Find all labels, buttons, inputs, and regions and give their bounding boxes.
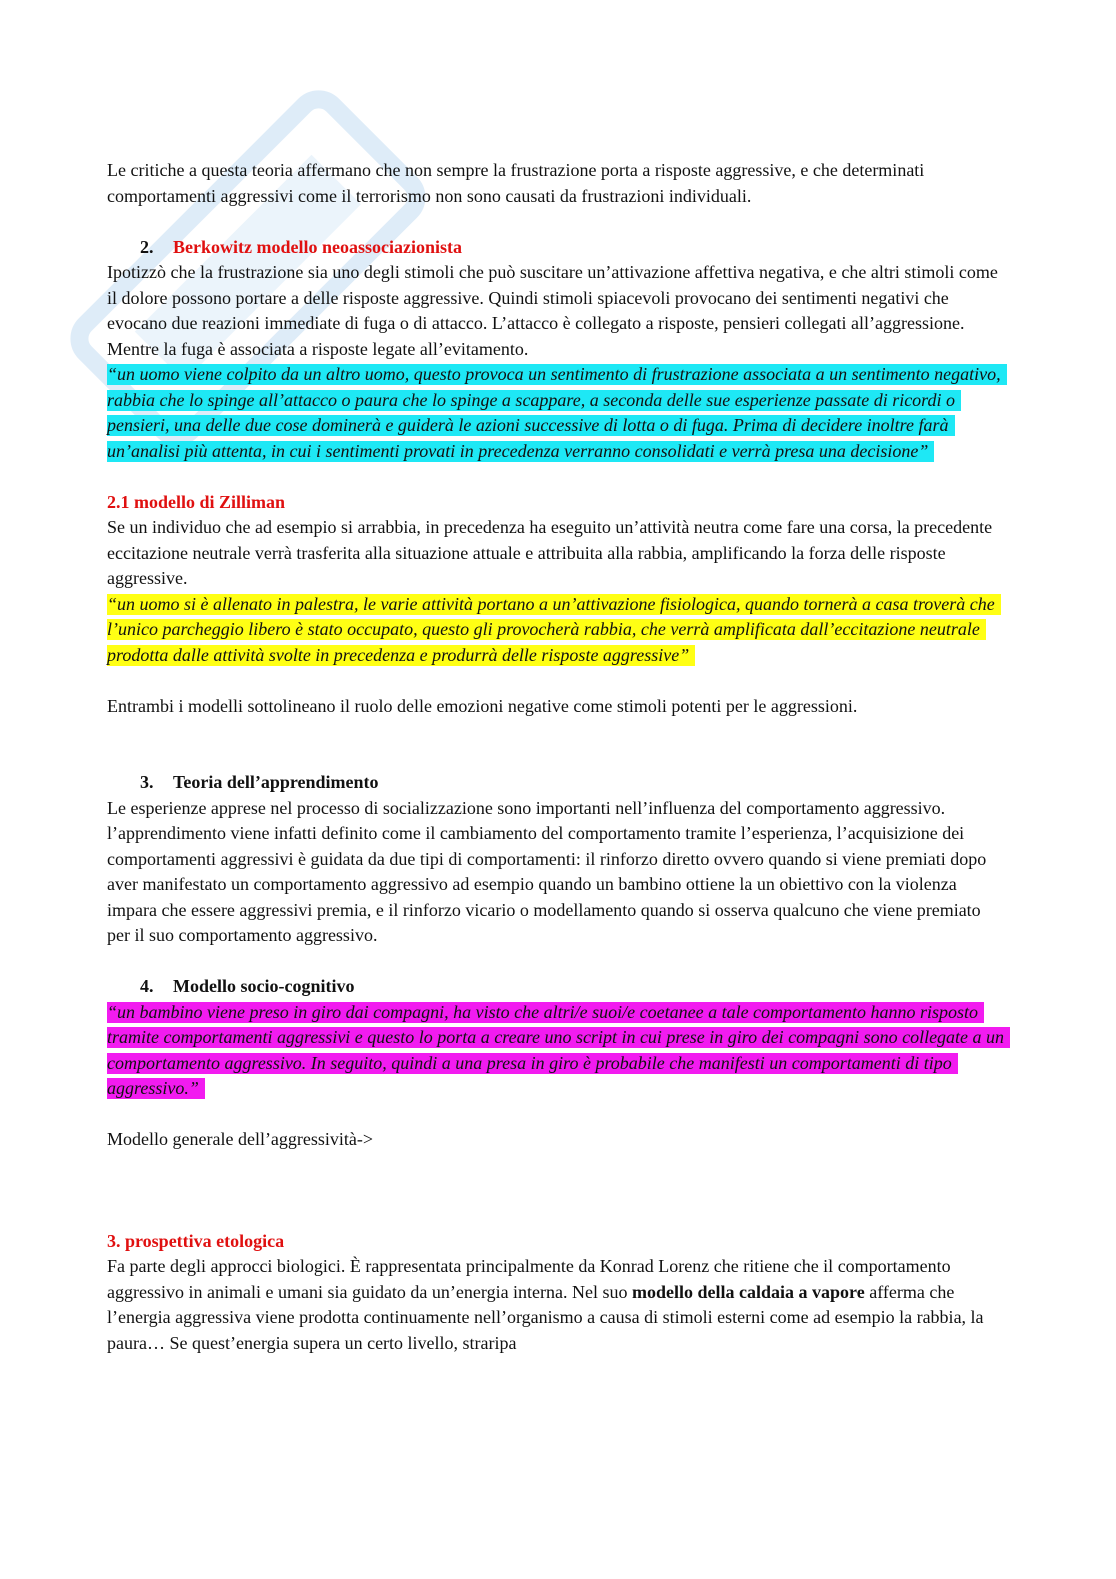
heading-etologica: 3. prospettiva etologica <box>107 1230 285 1251</box>
paragraph-apprendimento: Le esperienze apprese nel processo di socializzazione sono importanti nell’influenza del comportamento aggressivo. l’apprendimento viene infatti definito come il cambiamento del comportamento tramite l’esperienza, l’acquisizione dei comportamenti aggressivi è guidata da due tipi di comportamenti: il rinforzo diretto ovvero quando si viene premiati dopo aver manifestato un comportamento aggressivo ad esempio quando un bambino ottiene la un obiettivo con la violenza impara che essere aggressivi premia, e il rinforzo vicario o modellamento quando si osserva qualcuno che viene premiato per il suo comportamento aggressivo. <box>107 797 987 945</box>
paragraph-entrambi: Entrambi i modelli sottolineano il ruolo delle emozioni negative come stimoli potenti per le aggressioni. <box>107 695 858 716</box>
etologica-text-1: Fa parte degli approcci biologici. È rappresentata principalmente da Konrad Lorenz che ritiene che il comportamento aggressivo in animali e umani sia guidato da un’energia interna. Nel suo <box>107 1256 951 1302</box>
heading-berkowitz <box>107 235 1007 261</box>
heading-number: 3. <box>140 772 154 792</box>
quote-yellow: “un uomo si è allenato in palestra, le varie attività portano a un’attivazione fisiologica, quando tornerà a casa troverà che l’unico parcheggio libero è stato occupato, questo gli provocherà rabbia, che verrà amplificata dall’eccitazione neutrale prodotta dalle attività svolte in precedenza e produrrà delle risposte aggressive” <box>107 594 1001 666</box>
quote-cyan: “un uomo viene colpito da un altro uomo, questo provoca un sentimento di frustrazione associata a un sentimento negativo, rabbia che lo spinge all’attacco o paura che lo spinge a scappare, a seconda delle sue esperienze passate di ricordi o pensieri, una delle due cose dominerà e guiderà le azioni successive di lotta o di fuga. Prima di decidere inoltre farà un’analisi più attenta, in cui i sentimenti provati in precedenza verranno consolidati e verrà presa una decisione” <box>107 364 1007 462</box>
heading-title: Modello socio-cognitivo <box>173 976 355 996</box>
etologica-bold: modello della caldaia a vapore <box>632 1281 865 1302</box>
document-page <box>107 158 1007 1356</box>
heading-socio-cognitivo <box>107 974 1007 1000</box>
heading-zilliman: 2.1 modello di Zilliman <box>107 491 286 512</box>
heading-apprendimento <box>107 770 1007 796</box>
paragraph-modello-generale: Modello generale dell’aggressività-> <box>107 1129 374 1149</box>
heading-number: 2. <box>140 236 154 257</box>
heading-title: Berkowitz modello neoassociazionista <box>173 236 462 257</box>
paragraph-zilliman: Se un individuo che ad esempio si arrabbia, in precedenza ha eseguito un’attività neutra come fare una corsa, la precedente eccitazione neutrale verrà trasferita alla situazione attuale e attribuita alla rabbia, amplificando la forza delle risposte aggressive. <box>107 517 993 588</box>
quote-magenta: “un bambino viene preso in giro dai compagni, ha visto che altri/e suoi/e coetanee a tale comportamento hanno risposto tramite comportamenti aggressivi e questo lo porta a creare uno script in cui prese in giro dei compagni sono collegate a un comportamento aggressivo. In seguito, quindi a una presa in giro è probabile che manifesti un comportamenti di tipo aggressivo.” <box>107 1002 1010 1100</box>
heading-number: 4. <box>140 976 154 996</box>
heading-title: Teoria dell’apprendimento <box>173 772 379 792</box>
paragraph-berkowitz: Ipotizzò che la frustrazione sia uno degli stimoli che può suscitare un’attivazione affettiva negativa, e che altri stimoli come il dolore possono portare a delle risposte aggressive. Quindi stimoli spiacevoli provocano dei sentimenti negativi che evocano due reazioni immediate di fuga o di attacco. L’attacco è collegato a risposte, pensieri collegati all’aggressione. Mentre la fuga è associata a risposte legate all’evitamento. <box>107 262 998 359</box>
paragraph-critiche: Le critiche a questa teoria affermano che non sempre la frustrazione porta a risposte aggressive, e che determinati comportamenti aggressivi come il terrorismo non sono causati da frustrazioni individuali. <box>107 160 925 206</box>
paragraph-etologica <box>107 1254 1007 1356</box>
etologica-text-2: afferma che l’energia aggressiva viene prodotta continuamente nell’organismo a causa di stimoli esterni come ad esempio la rabbia, la paura… Se quest’energia supera un certo livello, straripa <box>107 1281 984 1353</box>
